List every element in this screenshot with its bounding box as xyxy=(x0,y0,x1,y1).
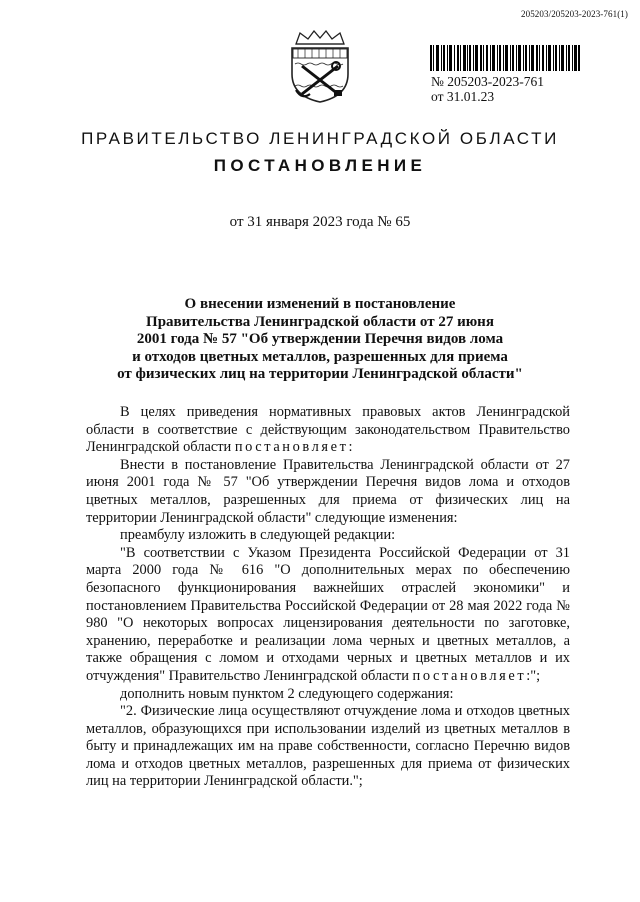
paragraph-preamble xyxy=(86,404,570,457)
punctuation: : xyxy=(348,439,353,456)
leningrad-oblast-coat-of-arms-icon xyxy=(286,30,354,104)
document-body xyxy=(86,404,570,791)
paragraph-quoted-preamble xyxy=(86,545,570,686)
paragraph-text: "В соответствии с Указом Президента Российской Федерации от 31 марта 2000 года № 616 "О дополнительных мерах по обеспечению безопасного функционирования важнейших отраслей экономики" и постановлением Правительства Российской Федерации от 28 мая 2022 года № 980 "О некоторых вопросах лицензирования деятельности по заготовке, хранению, переработке и реализации лома черных и цветных металлов, а также обращения с ломом и отходами черных и цветных металлов и их отчуждения" Правительство Ленинградской области xyxy=(86,544,570,684)
punctuation: :"; xyxy=(526,667,541,684)
document-type: ПОСТАНОВЛЕНИЕ xyxy=(213,156,427,175)
paragraph-text: В целях приведения нормативных правовых актов Ленинградской области в соответствие с действующим законодательством Правительство Ленинградской области xyxy=(86,404,570,456)
government-name: ПРАВИТЕЛЬСТВО ЛЕНИНГРАДСКОЙ ОБЛАСТИ xyxy=(81,129,559,148)
document-id: 205203/205203-2023-761(1) xyxy=(521,9,628,19)
registration-number: № 205203-2023-761 xyxy=(431,74,544,89)
spaced-word: постановляет xyxy=(412,667,527,684)
paragraph-instruction: преамбулу изложить в следующей редакции: xyxy=(120,527,396,544)
title-line: от физических лиц на территории Ленинградской области" xyxy=(117,366,523,382)
barcode-icon xyxy=(430,45,580,71)
paragraph-new-point: "2. Физические лица осуществляют отчуждение лома и отходов цветных металлов, образующихся при использовании изделий из цветных металлов в быту и принадлежащих им на праве собственности, согласно Перечню видов лома и отходов цветных металлов, разрешенных для приема от физических лиц на территории Ленинградской области."; xyxy=(86,703,570,790)
title-line: О внесении изменений в постановление xyxy=(184,296,456,312)
document-title xyxy=(90,296,550,384)
title-line: и отходов цветных металлов, разрешенных для приема xyxy=(132,348,508,365)
title-line: Правительства Ленинградской области от 27 июня xyxy=(146,313,494,330)
spaced-word: постановляет xyxy=(234,439,349,456)
document-date-number: от 31 января 2023 года № 65 xyxy=(229,214,411,230)
registration-block xyxy=(431,74,544,104)
title-line: 2001 года № 57 "Об утверждении Перечня видов лома xyxy=(136,331,504,347)
paragraph-amendment: Внести в постановление Правительства Ленинградской области от 27 июня 2001 года № 57 "Об утверждении Перечня видов лома и отходов цветных металлов, разрешенных для приема от физических лиц на территории Ленинградской области" следующие изменения: xyxy=(86,456,570,526)
registration-date: от 31.01.23 xyxy=(431,89,495,104)
paragraph-instruction: дополнить новым пунктом 2 следующего содержания: xyxy=(120,685,454,702)
